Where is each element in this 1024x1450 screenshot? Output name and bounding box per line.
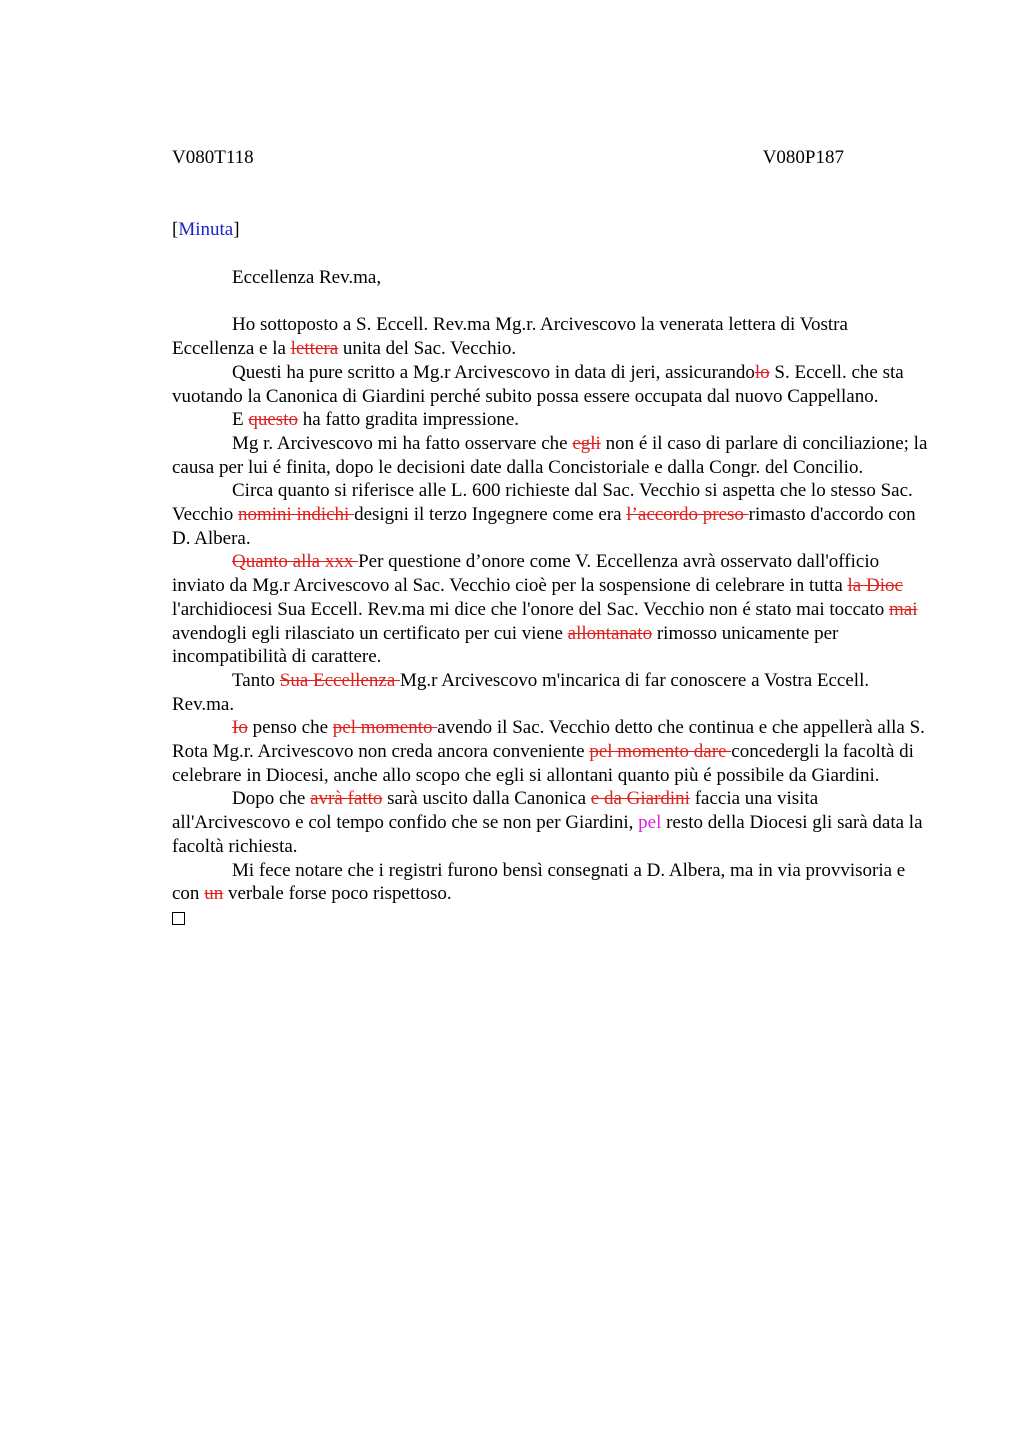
text-segment: l'archidiocesi Sua Eccell. Rev.ma mi dice che l'onore del Sac. Vecchio non é stato mai toccato [172, 598, 889, 620]
deleted-text: e da Giardini [590, 788, 690, 810]
text-segment: S. Eccell. che sta vuotando la Canonica di Giardini perché subito possa essere occupata dal nuovo Cappellano. [172, 361, 904, 407]
deleted-text: lettera [290, 338, 339, 360]
deleted-text: Io [232, 717, 248, 739]
paragraph-4 [172, 432, 932, 479]
text-segment: resto della Diocesi gli sarà data la facoltà richiesta. [172, 812, 923, 857]
text-segment: Mi fece notare che i registri furono bensì consegnati a D. Albera, ma in via provvisoria e con [172, 859, 906, 905]
paragraph-3 [172, 408, 932, 432]
text-segment: avendo il Sac. Vecchio detto che continua e che appellerà alla S. Rota Mg.r. Arcivescovo non creda ancora conveniente [172, 717, 925, 763]
text-segment: Mg.r Arcivescovo m'incarica di far conoscere a Vostra Eccell. Rev.ma. [172, 669, 870, 715]
text-segment: Questi ha pure scritto a Mg.r Arcivescovo in data di jeri, assicurando [232, 361, 755, 383]
deleted-text: egli [572, 432, 601, 454]
text-segment: Per questione d’onore come V. Eccellenza avrà osservato dall'officio inviato da Mg.r Arcivescovo al Sac. Vecchio cioè per la sospensione di celebrare in tutta [172, 551, 880, 597]
text-segment: Ho sottoposto a S. Eccell. Rev.ma Mg.r. Arcivescovo la venerata lettera di Vostra Eccellenza e la [172, 314, 848, 360]
text-segment: unita del Sac. Vecchio. [338, 338, 517, 360]
deleted-text: pel momento [332, 717, 438, 739]
paragraph-7 [172, 669, 932, 716]
paragraph-9 [172, 787, 932, 858]
text-segment: non é il caso di parlare di conciliazione; la causa per lui é finita, dopo le decisioni date dalla Concistoriale e dalla Congr. del Concilio. [172, 432, 928, 478]
paragraph-6 [172, 550, 932, 669]
text-segment: E [232, 409, 249, 431]
paragraph-1 [172, 313, 932, 360]
text-segment: avendogli egli rilasciato un certificato per cui viene [172, 622, 568, 644]
text-segment: sarà uscito dalla Canonica [382, 788, 591, 810]
text-segment: rimosso unicamente per incompatibilità di carattere. [172, 622, 839, 668]
paragraph-2 [172, 361, 932, 408]
deleted-text: Sua Eccellenza [279, 669, 401, 691]
deleted-text: avrà fatto [310, 788, 383, 810]
deleted-text: nomini indichi [237, 504, 355, 526]
deleted-text: lo [754, 361, 770, 383]
bracket-open: [ [172, 219, 179, 240]
text-segment: designi il terzo Ingegnere come era [354, 504, 627, 526]
added-text: pel [638, 812, 662, 834]
draft-label-text: Minuta [178, 219, 234, 240]
text-segment: verbale forse poco rispettoso. [223, 883, 452, 905]
deleted-text: pel momento dare [589, 741, 732, 763]
bracket-close: ] [233, 219, 240, 240]
deleted-text: mai [888, 598, 918, 620]
document-code-right: V080P187 [762, 147, 844, 168]
text-segment: penso che [247, 717, 333, 739]
paragraph-5 [172, 479, 932, 550]
text-segment: ha fatto gradita impressione. [297, 409, 520, 431]
paragraph-10 [172, 859, 932, 906]
text-segment: Circa quanto si riferisce alle L. 600 richieste dal Sac. Vecchio si aspetta che lo stesso Sac. Vecchio [172, 480, 913, 526]
deleted-text: la Dioc [847, 575, 903, 597]
deleted-text: l’accordo preso [626, 504, 749, 526]
text-segment: rimasto d'accordo con D. Albera. [172, 504, 916, 549]
paragraph-8 [172, 716, 932, 787]
deleted-text: allontanato [567, 622, 653, 644]
end-of-text-box-icon [172, 912, 185, 925]
text-segment: Tanto [232, 669, 280, 691]
deleted-text: questo [248, 409, 298, 431]
letter-body [172, 266, 932, 932]
text-segment: Dopo che [232, 788, 311, 810]
text-segment: Mg r. Arcivescovo mi ha fatto osservare che [232, 432, 573, 454]
document-code-left: V080T118 [172, 147, 254, 168]
deleted-text: un [204, 883, 224, 905]
text-segment: faccia una visita all'Arcivescovo e col tempo confido che se non per Giardini, [172, 788, 819, 834]
text-segment: concedergli la facoltà di celebrare in Diocesi, anche allo scopo che egli si allontani quanto più é possibile da Giardini. [172, 741, 914, 786]
salutation: Eccellenza Rev.ma, [232, 267, 382, 288]
deleted-text: Quanto alla xxx [232, 551, 359, 573]
draft-label [172, 218, 240, 242]
